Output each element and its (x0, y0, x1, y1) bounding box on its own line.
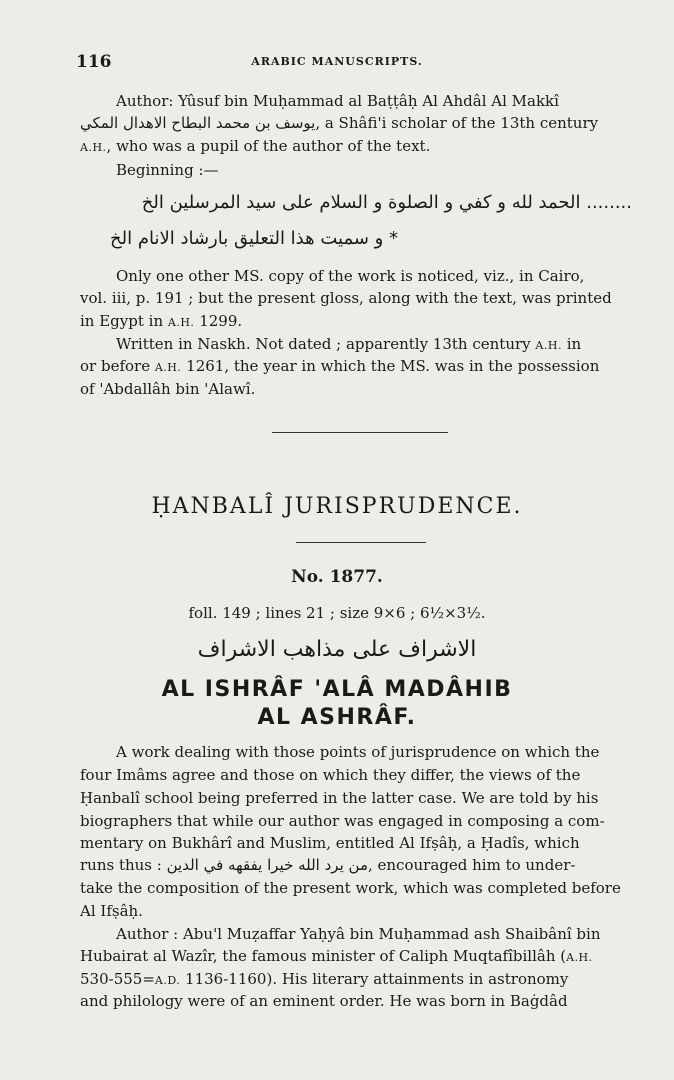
section-rule (296, 542, 426, 543)
title-line-1: AL ISHRÂF 'ALÂ MADÂHIB (161, 677, 513, 702)
page-number: 116 (76, 52, 112, 72)
copies-line-2: vol. iii, p. 191 ; but the present gloss, along with the text, was printed (80, 289, 612, 307)
running-head: ARABIC MANUSCRIPTS. (251, 55, 423, 68)
entry-author-line-1: Author : Abu'l Muẓaffar Yaḥyâ bin Muḥammad ash Shaibânî bin (116, 925, 601, 943)
script-line-3: of 'Abdallâh bin 'Alawî. (80, 380, 256, 398)
entry-author-line-3: 530-555=A.D. 1136-1160). His literary attainments in astronomy (80, 970, 569, 988)
divider-rule (272, 432, 448, 433)
author-line: Author: Yûsuf bin Muḥammad al Baṭṭâḥ Al Ahdâl Al Makkî (116, 92, 559, 110)
section-title: ḤANBALÎ JURISPRUDENCE. (151, 494, 523, 519)
author-line-2: يوسف بن محمد البطاح الاهدال المكي, a Shâfi'i scholar of the 13th century (80, 114, 599, 132)
desc-line-8: Al Ifṣâḥ. (80, 902, 143, 920)
beginning-label: Beginning :— (116, 161, 219, 179)
desc-line-7: take the composition of the present work, which was completed before (80, 879, 621, 897)
title-line-2: AL ASHRÂF. (257, 705, 417, 730)
script-line-1: Written in Naskh. Not dated ; apparently 13th century A.H. in (116, 335, 582, 353)
desc-line-3: Ḥanbalî school being preferred in the latter case. We are told by his (80, 789, 599, 807)
desc-line-2: four Imâms agree and those on which they differ, the views of the (80, 766, 581, 784)
hadith-arabic: من يرد الله خيرا يفقهه في الدين (166, 856, 368, 874)
desc-line-4: biographers that while our author was engaged in composing a com- (80, 812, 605, 830)
entry-author-line-4: and philology were of an eminent order. He was born in Baġdâd (80, 992, 568, 1010)
author-line-3: A.H., who was a pupil of the author of the text. (80, 137, 431, 155)
arabic-title: الاشراف على مذاهب الاشراف (197, 637, 477, 662)
arabic-incipit-1: الحمد لله و كفي و الصلوة و السلام على سيد المرسلين الخ ........ (141, 192, 632, 213)
script-line-2: or before A.H. 1261, the year in which the MS. was in the possession (80, 357, 600, 375)
desc-line-6: runs thus : من يرد الله خيرا يفقهه في الدين, encouraged him to under- (80, 856, 576, 874)
desc-line-5: mentary on Bukhârî and Muslim, entitled Al Ifṣâḥ, a Ḥadîs, which (80, 834, 580, 852)
copies-line-3: in Egypt in A.H. 1299. (80, 312, 243, 330)
page-header (0, 52, 674, 74)
author-arabic-name: يوسف بن محمد البطاح الاهدال المكي (80, 114, 316, 132)
entry-folios: foll. 149 ; lines 21 ; size 9×6 ; 6½×3½. (188, 604, 486, 622)
entry-author-line-2: Hubairat al Wazîr, the famous minister of Caliph Muqtafîbillâh (A.H. (80, 947, 593, 965)
arabic-incipit-2: و سميت هذا التعليق بارشاد الانام الخ * (110, 228, 399, 249)
copies-line-1: Only one other MS. copy of the work is noticed, viz., in Cairo, (116, 267, 585, 285)
desc-line-1: A work dealing with those points of jurisprudence on which the (116, 743, 600, 761)
entry-number: No. 1877. (291, 567, 383, 587)
